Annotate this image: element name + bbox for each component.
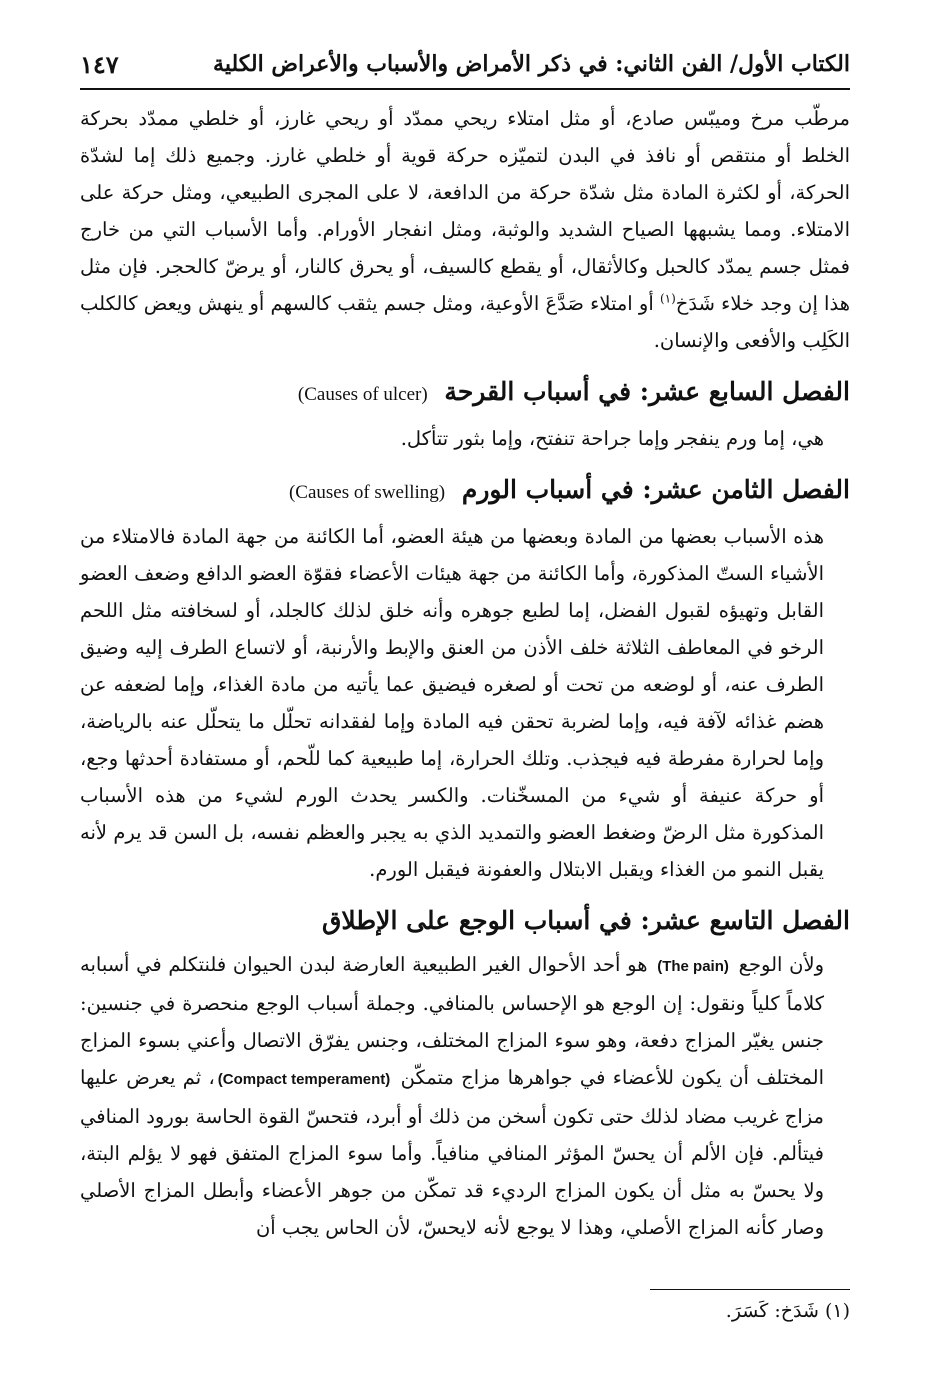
intro-paragraph	[80, 100, 850, 359]
section-19-text-c: ، ثم يعرض عليها مزاج غريب مضاد لذلك حتى تكون أسخن من ذلك أو أبرد، فتحسّ القوة الحاسة بورود المنافي فيتألم. فإن الألم أن يحسّ المؤثر المنافي منافياً. وأما سوء المزاج المتفق فهو لا يؤلم البتة، ولا يحسّ به مثل أن يكون المزاج الرديء قد تمكّن من جوهر الأعضاء وأبطل المزاج الأصلي وصار كأنه المزاج الأصلي، وهذا لا يوجع لأنه لايحسّ، لأن الحاس يجب أن	[80, 1066, 824, 1239]
section-19-paragraph	[80, 946, 850, 1246]
section-17-heading	[80, 371, 850, 416]
section-17-paragraph: هي، إما ورم ينفجر وإما جراحة تنفتح، وإما بثور تتأكل.	[400, 427, 824, 450]
header-title: الكتاب الأول/ الفن الثاني: في ذكر الأمراض والأسباب والأعراض الكلية	[213, 51, 850, 77]
section-19-heading	[80, 900, 850, 942]
running-header	[80, 40, 850, 90]
section-18-heading	[80, 469, 850, 514]
intro-text: مرطّب مرخ وميبّس صادع، أو مثل امتلاء ريحي ممدّد أو ريحي غارز، أو خلطي ممدّد بحركة الخلط أو منتقص أو نافذ في البدن لتميّزه حركة قوية أو خلطي غارز. وجميع ذلك إما لشدّة الحركة، أو لكثرة المادة مثل شدّة حركة من الدافعة، لا على المجرى الطبيعي، ومثل حركة على الامتلاء. ومما يشبهها الصياح الشديد والوثبة، ومثل انفجار الأورام. وأما الأسباب التي من خارج فمثل جسم يمدّد كالحبل وكالأثقال، أو يقطع كالسيف، أو يحرق كالنار، أو يرضّ كالحجر. فإن مثل هذا إن وجد خلاء شَدَخ	[80, 107, 850, 315]
section-19-title: الفصل التاسع عشر: في أسباب الوجع على الإطلاق	[321, 906, 850, 935]
section-17-english-title: (Causes of ulcer)	[297, 384, 428, 405]
section-19-text-a: ولأن الوجع	[738, 953, 824, 976]
english-term-pain: (The pain)	[657, 958, 729, 975]
section-18-english-title: (Causes of swelling)	[288, 482, 446, 503]
page-body	[80, 100, 850, 1246]
footnote: (١) شَدَخ: كَسَرَ.	[725, 1300, 850, 1322]
section-18-title: الفصل الثامن عشر: في أسباب الورم	[461, 475, 850, 504]
intro-text-continued: أو امتلاء صَدَّعَ الأوعية، ومثل جسم يثقب كالسهم أو ينهش ويعض كالكلب الكَلِب والأفعى والإنسان.	[80, 292, 850, 352]
footnote-divider	[650, 1289, 850, 1290]
page-number: ١٤٧	[80, 49, 119, 79]
english-term-compact-temperament: (Compact temperament)	[217, 1071, 391, 1088]
footnote-reference: (١)	[659, 291, 676, 306]
section-18-paragraph: هذه الأسباب بعضها من المادة وبعضها من هيئة العضو، أما الكائنة من جهة المادة فالامتلاء من الأشياء الستّ المذكورة، وأما الكائنة من جهة هيئات الأعضاء فقوّة العضو الدافع وضعف العضو القابل وتهيؤه لقبول الفضل، إما لطبع جوهره وأنه خلق لذلك كالجلد، أو لسخافته مثل اللحم الرخو في المعاطف الثلاثة خلف الأذن من العنق والإبط والأرنبة، أو لاتساع الطرف إليه وضيق الطرف عنه، أو لوضعه من تحت أو لصغره فيضيق عما يأتيه من مادة الغذاء، وإما لضعفه عن هضم غذائه لآفة فيه، وإما لضربة تحقن فيه المادة وإما لفقدانه تحلّل ما يتحلّل عنه بالرياضة، وإما لحرارة مفرطة فيه فيجذب. وتلك الحرارة، إما طبيعية كما للّحم، أو مستفادة أحدثها وجع، أو حركة عنيفة أو شيء من المسخّنات. والكسر يحدث الورم لشيء من هذه الأسباب المذكورة مثل الرضّ وضغط العضو والتمديد الذي به يجبر والعظم نفسه، بل السن قد يرم لأنه يقبل النمو من الغذاء ويقبل الابتلال والعفونة فيقبل الورم.	[80, 525, 824, 881]
section-17-title: الفصل السابع عشر: في أسباب القرحة	[444, 377, 850, 406]
section-19-text-b: هو أحد الأحوال الغير الطبيعية العارضة لبدن الحيوان فلنتكلم في أسبابه كلاماً كلياً ونقول: إن الوجع هو الإحساس بالمنافي. وجملة أسباب الوجع منحصرة في جنسين: جنس يغيّر المزاج دفعة، وهو سوء المزاج المختلف، وجنس يفرّق الاتصال وأعني بسوء المزاج المختلف أن يكون للأعضاء في جواهرها مزاج متمكّن	[80, 953, 824, 1089]
